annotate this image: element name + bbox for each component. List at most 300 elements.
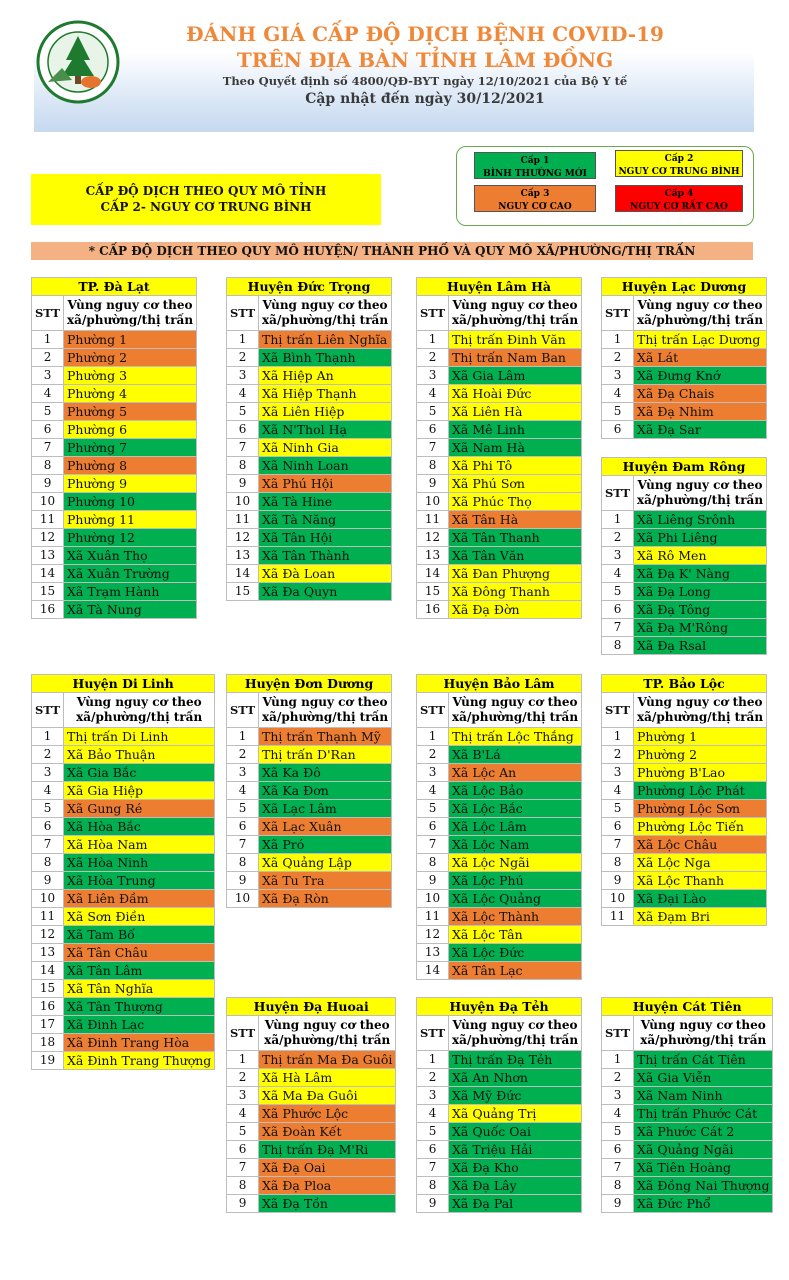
row-commune-name: Xã Hiệp An xyxy=(259,367,392,385)
row-commune-name: Xã Tam Bố xyxy=(64,926,215,944)
row-stt: 7 xyxy=(32,836,64,854)
row-commune-name: Xã Mê Linh xyxy=(449,421,582,439)
table-row xyxy=(227,583,392,601)
row-stt: 11 xyxy=(417,511,449,529)
row-stt: 8 xyxy=(417,854,449,872)
row-commune-name: Phường 5 xyxy=(64,403,197,421)
row-stt: 3 xyxy=(32,764,64,782)
table-row xyxy=(417,1141,582,1159)
row-commune-name: Xã Đạ Kho xyxy=(449,1159,582,1177)
table-row xyxy=(32,764,215,782)
row-stt: 7 xyxy=(417,836,449,854)
table-row xyxy=(417,746,582,764)
column-header-zone-line1: Vùng nguy cơ theo xyxy=(452,695,578,709)
row-stt: 14 xyxy=(417,565,449,583)
row-stt: 9 xyxy=(417,1195,449,1213)
table-row xyxy=(602,764,767,782)
row-stt: 2 xyxy=(227,349,259,367)
row-stt: 3 xyxy=(32,367,64,385)
row-stt: 6 xyxy=(417,1141,449,1159)
table-row xyxy=(32,818,215,836)
row-stt: 5 xyxy=(417,800,449,818)
table-row xyxy=(227,764,392,782)
row-commune-name: Xã Đạ Long xyxy=(634,583,767,601)
table-row xyxy=(32,836,215,854)
legend-level-4-label: NGUY CƠ RẤT CAO xyxy=(630,202,728,212)
table-row xyxy=(417,421,582,439)
row-commune-name: Xã Tân Hội xyxy=(259,529,392,547)
row-stt: 2 xyxy=(602,1069,634,1087)
table-row xyxy=(32,349,197,367)
row-commune-name: Xã Đạ Ròn xyxy=(259,890,392,908)
row-commune-name: Xã Lộc Ngãi xyxy=(449,854,582,872)
row-commune-name: Xã Trạm Hành xyxy=(64,583,197,601)
table-row xyxy=(602,637,767,655)
district-section-banner: * CẤP ĐỘ DỊCH THEO QUY MÔ HUYỆN/ THÀNH PHỐ VÀ QUY MÔ XÃ/PHƯỜNG/THỊ TRẤN xyxy=(31,242,753,260)
column-header-stt: STT xyxy=(32,693,64,728)
row-stt: 6 xyxy=(602,601,634,619)
table-row xyxy=(227,1087,396,1105)
row-stt: 3 xyxy=(602,1087,634,1105)
district-title: Huyện Đức Trọng xyxy=(227,278,392,296)
header-title-line2: TRÊN ĐỊA BÀN TỈNH LÂM ĐỒNG xyxy=(236,48,614,72)
row-commune-name: Xã Tân Châu xyxy=(64,944,215,962)
row-stt: 7 xyxy=(602,836,634,854)
row-commune-name: Xã Liên Hiệp xyxy=(259,403,392,421)
row-commune-name: Xã Tân Văn xyxy=(449,547,582,565)
row-stt: 1 xyxy=(602,331,634,349)
row-stt: 4 xyxy=(227,1105,259,1123)
row-commune-name: Xã Tà Hine xyxy=(259,493,392,511)
table-row xyxy=(602,403,767,421)
row-commune-name: Thị trấn Ma Đa Guôi xyxy=(259,1051,396,1069)
row-commune-name: Xã Tân Thanh xyxy=(449,529,582,547)
row-stt: 12 xyxy=(32,529,64,547)
table-row xyxy=(417,475,582,493)
table-row xyxy=(227,800,392,818)
row-commune-name: Xã Đinh Trang Hòa xyxy=(64,1034,215,1052)
row-commune-name: Xã Tân Lâm xyxy=(64,962,215,980)
row-commune-name: Phường 2 xyxy=(64,349,197,367)
row-stt: 4 xyxy=(602,782,634,800)
row-commune-name: Xã Đinh Lạc xyxy=(64,1016,215,1034)
row-commune-name: Xã Đại Lào xyxy=(634,890,767,908)
row-commune-name: Thị trấn Lạc Dương xyxy=(634,331,767,349)
row-commune-name: Xã Đạ M'Rông xyxy=(634,619,767,637)
row-commune-name: Xã Lộc Đức xyxy=(449,944,582,962)
row-stt: 5 xyxy=(32,403,64,421)
row-commune-name: Xã Hòa Trung xyxy=(64,872,215,890)
row-stt: 2 xyxy=(602,349,634,367)
table-row xyxy=(227,439,392,457)
table-row xyxy=(417,367,582,385)
row-commune-name: Xã Lạc Lâm xyxy=(259,800,392,818)
legend-level-3 xyxy=(474,185,596,212)
row-stt: 8 xyxy=(602,1177,634,1195)
row-stt: 6 xyxy=(227,1141,259,1159)
row-stt: 10 xyxy=(32,890,64,908)
legend-level-1-level: Cấp 1 xyxy=(520,156,550,166)
row-stt: 3 xyxy=(227,367,259,385)
row-stt: 7 xyxy=(32,439,64,457)
district-title: Huyện Đam Rông xyxy=(602,458,767,476)
row-commune-name: Xã Lạc Xuân xyxy=(259,818,392,836)
column-header-stt: STT xyxy=(417,1016,449,1051)
table-row xyxy=(417,457,582,475)
row-commune-name: Xã Tu Tra xyxy=(259,872,392,890)
row-commune-name: Xã Lộc Thanh xyxy=(634,872,767,890)
district-title: Huyện Đơn Dương xyxy=(227,675,392,693)
table-row xyxy=(417,782,582,800)
row-stt: 5 xyxy=(227,1123,259,1141)
table-row xyxy=(32,403,197,421)
row-commune-name: Xã Hoài Đức xyxy=(449,385,582,403)
row-commune-name: Xã Đan Phượng xyxy=(449,565,582,583)
row-commune-name: Phường 1 xyxy=(64,331,197,349)
table-row xyxy=(32,421,197,439)
row-stt: 4 xyxy=(602,565,634,583)
table-row xyxy=(227,746,392,764)
row-stt: 1 xyxy=(417,1051,449,1069)
row-commune-name: Xã Lộc Bắc xyxy=(449,800,582,818)
row-commune-name: Xã Đông Thanh xyxy=(449,583,582,601)
row-commune-name: Xã Xuân Trường xyxy=(64,565,197,583)
row-stt: 1 xyxy=(602,1051,634,1069)
row-commune-name: Phường Lộc Tiến xyxy=(634,818,767,836)
row-stt: 8 xyxy=(32,457,64,475)
row-stt: 5 xyxy=(32,800,64,818)
row-commune-name: Xã Phú Sơn xyxy=(449,475,582,493)
table-row xyxy=(32,800,215,818)
table-row xyxy=(417,511,582,529)
row-stt: 14 xyxy=(417,962,449,980)
province-level-title: CẤP ĐỘ DỊCH THEO QUY MÔ TỈNH xyxy=(85,184,327,198)
column-header-zone-line1: Vùng nguy cơ theo xyxy=(262,695,388,709)
row-stt: 10 xyxy=(32,493,64,511)
row-commune-name: Xã Lộc Nam xyxy=(449,836,582,854)
district-table-duc-trong xyxy=(226,277,392,601)
legend-level-4 xyxy=(615,185,743,212)
table-row xyxy=(32,908,215,926)
row-commune-name: Xã Đưng Knớ xyxy=(634,367,767,385)
row-commune-name: Xã Lộc Bảo xyxy=(449,782,582,800)
row-stt: 2 xyxy=(227,746,259,764)
row-stt: 12 xyxy=(417,926,449,944)
column-header-zone xyxy=(634,476,767,511)
row-stt: 1 xyxy=(602,511,634,529)
district-table-da-teh xyxy=(416,997,582,1213)
table-row xyxy=(417,1069,582,1087)
row-stt: 2 xyxy=(32,349,64,367)
row-commune-name: Xã N'Thol Hạ xyxy=(259,421,392,439)
table-row xyxy=(602,1195,773,1213)
row-commune-name: Xã Phi Liêng xyxy=(634,529,767,547)
table-row xyxy=(602,583,767,601)
district-title: Huyện Đạ Huoai xyxy=(227,998,396,1016)
row-stt: 4 xyxy=(602,1105,634,1123)
row-stt: 7 xyxy=(227,836,259,854)
table-row xyxy=(227,403,392,421)
row-stt: 8 xyxy=(602,637,634,655)
row-stt: 2 xyxy=(417,746,449,764)
table-row xyxy=(32,872,215,890)
legend-level-1 xyxy=(474,152,596,179)
row-stt: 6 xyxy=(417,818,449,836)
table-row xyxy=(417,403,582,421)
row-commune-name: Xã Hòa Ninh xyxy=(64,854,215,872)
table-row xyxy=(32,980,215,998)
row-stt: 11 xyxy=(227,511,259,529)
row-commune-name: Xã Đoàn Kết xyxy=(259,1123,396,1141)
column-header-stt: STT xyxy=(417,693,449,728)
column-header-zone-line2: xã/phường/thị trấn xyxy=(76,710,203,724)
row-commune-name: Xã Tà Nung xyxy=(64,601,197,619)
column-header-zone xyxy=(634,693,767,728)
table-row xyxy=(602,890,767,908)
district-title: TP. Bảo Lộc xyxy=(602,675,767,693)
table-row xyxy=(227,547,392,565)
table-row xyxy=(227,1123,396,1141)
row-commune-name: Xã Đạ Rsal xyxy=(634,637,767,655)
row-commune-name: Thị trấn Phước Cát xyxy=(634,1105,773,1123)
table-row xyxy=(32,385,197,403)
table-row xyxy=(32,926,215,944)
table-row xyxy=(227,367,392,385)
table-row xyxy=(602,619,767,637)
district-table-cat-tien xyxy=(601,997,773,1213)
row-stt: 9 xyxy=(227,475,259,493)
table-row xyxy=(32,439,197,457)
row-stt: 19 xyxy=(32,1052,64,1070)
row-commune-name: Xã Bình Thạnh xyxy=(259,349,392,367)
header-updated-date: Cập nhật đến ngày 30/12/2021 xyxy=(305,91,545,107)
row-stt: 3 xyxy=(417,367,449,385)
column-header-stt: STT xyxy=(417,296,449,331)
table-row xyxy=(417,349,582,367)
row-stt: 7 xyxy=(227,439,259,457)
row-commune-name: Xã Hòa Nam xyxy=(64,836,215,854)
row-stt: 1 xyxy=(227,1051,259,1069)
column-header-zone-line1: Vùng nguy cơ theo xyxy=(640,1018,766,1032)
table-row xyxy=(417,890,582,908)
row-stt: 4 xyxy=(32,782,64,800)
row-commune-name: Phường Lộc Phát xyxy=(634,782,767,800)
legend-level-2 xyxy=(615,150,743,177)
table-row xyxy=(417,944,582,962)
column-header-zone-line2: xã/phường/thị trấn xyxy=(637,493,764,507)
table-row xyxy=(417,836,582,854)
row-stt: 4 xyxy=(417,782,449,800)
column-header-stt: STT xyxy=(602,296,634,331)
row-stt: 9 xyxy=(602,872,634,890)
row-commune-name: Xã Rô Men xyxy=(634,547,767,565)
table-row xyxy=(417,565,582,583)
row-stt: 9 xyxy=(417,872,449,890)
row-commune-name: Xã Đạ Tông xyxy=(634,601,767,619)
row-stt: 13 xyxy=(32,944,64,962)
row-commune-name: Xã Phi Tô xyxy=(449,457,582,475)
row-commune-name: Xã Lộc An xyxy=(449,764,582,782)
column-header-zone xyxy=(64,296,197,331)
table-row xyxy=(32,601,197,619)
row-stt: 1 xyxy=(417,331,449,349)
row-commune-name: Xã Quốc Oai xyxy=(449,1123,582,1141)
row-commune-name: Phường Lộc Sơn xyxy=(634,800,767,818)
row-stt: 4 xyxy=(32,385,64,403)
table-row xyxy=(32,331,197,349)
table-row xyxy=(602,854,767,872)
row-commune-name: Thị trấn Thạnh Mỹ xyxy=(259,728,392,746)
row-stt: 4 xyxy=(227,782,259,800)
row-commune-name: Xã Lộc Thành xyxy=(449,908,582,926)
table-row xyxy=(602,601,767,619)
district-title: Huyện Lạc Dương xyxy=(602,278,767,296)
district-title: Huyện Di Linh xyxy=(32,675,215,693)
row-stt: 13 xyxy=(417,547,449,565)
table-row xyxy=(602,1123,773,1141)
row-commune-name: Phường 8 xyxy=(64,457,197,475)
row-stt: 16 xyxy=(32,601,64,619)
table-row xyxy=(602,728,767,746)
column-header-zone-line1: Vùng nguy cơ theo xyxy=(637,298,763,312)
table-row xyxy=(227,385,392,403)
row-commune-name: Xã Phú Hội xyxy=(259,475,392,493)
row-stt: 10 xyxy=(602,890,634,908)
row-stt: 6 xyxy=(602,818,634,836)
table-row xyxy=(602,836,767,854)
row-commune-name: Xã Lộc Nga xyxy=(634,854,767,872)
district-table-lam-ha xyxy=(416,277,582,619)
row-commune-name: Phường 1 xyxy=(634,728,767,746)
row-stt: 11 xyxy=(32,511,64,529)
row-stt: 7 xyxy=(417,1159,449,1177)
row-commune-name: Thị trấn D'Ran xyxy=(259,746,392,764)
row-stt: 5 xyxy=(602,800,634,818)
column-header-zone-line1: Vùng nguy cơ theo xyxy=(452,1018,578,1032)
column-header-zone-line2: xã/phường/thị trấn xyxy=(640,1033,767,1047)
table-row xyxy=(417,800,582,818)
column-header-zone xyxy=(64,693,215,728)
row-commune-name: Xã B'Lá xyxy=(449,746,582,764)
row-commune-name: Xã Lộc Phú xyxy=(449,872,582,890)
column-header-zone-line2: xã/phường/thị trấn xyxy=(637,313,764,327)
row-stt: 9 xyxy=(227,872,259,890)
district-title: Huyện Cát Tiên xyxy=(602,998,773,1016)
table-row xyxy=(227,331,392,349)
row-commune-name: Thị trấn Nam Ban xyxy=(449,349,582,367)
row-stt: 2 xyxy=(602,529,634,547)
table-row xyxy=(602,1177,773,1195)
row-stt: 6 xyxy=(32,421,64,439)
row-commune-name: Xã Quảng Ngãi xyxy=(634,1141,773,1159)
row-commune-name: Xã Đạ Lây xyxy=(449,1177,582,1195)
table-row xyxy=(227,872,392,890)
table-row xyxy=(227,457,392,475)
column-header-zone-line1: Vùng nguy cơ theo xyxy=(264,1018,390,1032)
row-stt: 15 xyxy=(227,583,259,601)
row-stt: 9 xyxy=(32,475,64,493)
row-stt: 5 xyxy=(602,403,634,421)
row-commune-name: Xã Gia Lâm xyxy=(449,367,582,385)
row-stt: 10 xyxy=(417,890,449,908)
row-stt: 2 xyxy=(227,1069,259,1087)
row-stt: 7 xyxy=(417,439,449,457)
column-header-zone-line2: xã/phường/thị trấn xyxy=(452,710,579,724)
table-row xyxy=(32,547,197,565)
table-row xyxy=(32,728,215,746)
row-stt: 8 xyxy=(227,457,259,475)
row-stt: 18 xyxy=(32,1034,64,1052)
row-stt: 13 xyxy=(32,547,64,565)
table-row xyxy=(602,782,767,800)
table-row xyxy=(417,1105,582,1123)
legend-level-4-level: Cấp 4 xyxy=(664,189,694,199)
column-header-zone-line1: Vùng nguy cơ theo xyxy=(262,298,388,312)
row-commune-name: Xã Phước Lộc xyxy=(259,1105,396,1123)
column-header-zone xyxy=(634,296,767,331)
table-row xyxy=(32,854,215,872)
column-header-stt: STT xyxy=(32,296,64,331)
table-row xyxy=(417,926,582,944)
row-stt: 5 xyxy=(602,583,634,601)
row-stt: 5 xyxy=(227,403,259,421)
table-row xyxy=(602,421,767,439)
table-row xyxy=(227,349,392,367)
table-row xyxy=(602,800,767,818)
table-row xyxy=(227,1195,396,1213)
row-commune-name: Xã Bảo Thuận xyxy=(64,746,215,764)
row-commune-name: Xã Phước Cát 2 xyxy=(634,1123,773,1141)
row-stt: 3 xyxy=(602,547,634,565)
row-commune-name: Xã Hòa Bắc xyxy=(64,818,215,836)
row-stt: 2 xyxy=(32,746,64,764)
district-table-di-linh xyxy=(31,674,215,1070)
column-header-zone-line2: xã/phường/thị trấn xyxy=(452,313,579,327)
row-stt: 10 xyxy=(227,890,259,908)
row-stt: 15 xyxy=(417,583,449,601)
row-commune-name: Xã Đạ Tồn xyxy=(259,1195,396,1213)
column-header-stt: STT xyxy=(602,1016,634,1051)
row-commune-name: Xã Tà Năng xyxy=(259,511,392,529)
row-stt: 6 xyxy=(227,818,259,836)
row-stt: 14 xyxy=(32,962,64,980)
row-commune-name: Xã Tân Hà xyxy=(449,511,582,529)
table-row xyxy=(602,1051,773,1069)
table-row xyxy=(417,764,582,782)
table-row xyxy=(227,1159,396,1177)
table-row xyxy=(602,1105,773,1123)
row-stt: 5 xyxy=(417,403,449,421)
row-commune-name: Xã Ninh Gia xyxy=(259,439,392,457)
table-row xyxy=(227,1069,396,1087)
header-decision: Theo Quyết định số 4800/QĐ-BYT ngày 12/10/2021 của Bộ Y tế xyxy=(222,74,628,88)
row-stt: 10 xyxy=(227,493,259,511)
row-commune-name: Phường 12 xyxy=(64,529,197,547)
row-commune-name: Thị trấn Đinh Văn xyxy=(449,331,582,349)
row-commune-name: Xã Quảng Trị xyxy=(449,1105,582,1123)
table-row xyxy=(32,1052,215,1070)
table-row xyxy=(602,367,767,385)
district-table-da-lat xyxy=(31,277,197,619)
table-row xyxy=(32,746,215,764)
row-commune-name: Xã Lộc Lâm xyxy=(449,818,582,836)
legend-level-2-label: NGUY CƠ TRUNG BÌNH xyxy=(618,167,740,177)
row-commune-name: Xã Tân Nghĩa xyxy=(64,980,215,998)
column-header-stt: STT xyxy=(227,1016,259,1051)
table-row xyxy=(417,1087,582,1105)
column-header-zone-line1: Vùng nguy cơ theo xyxy=(637,695,763,709)
table-row xyxy=(32,367,197,385)
